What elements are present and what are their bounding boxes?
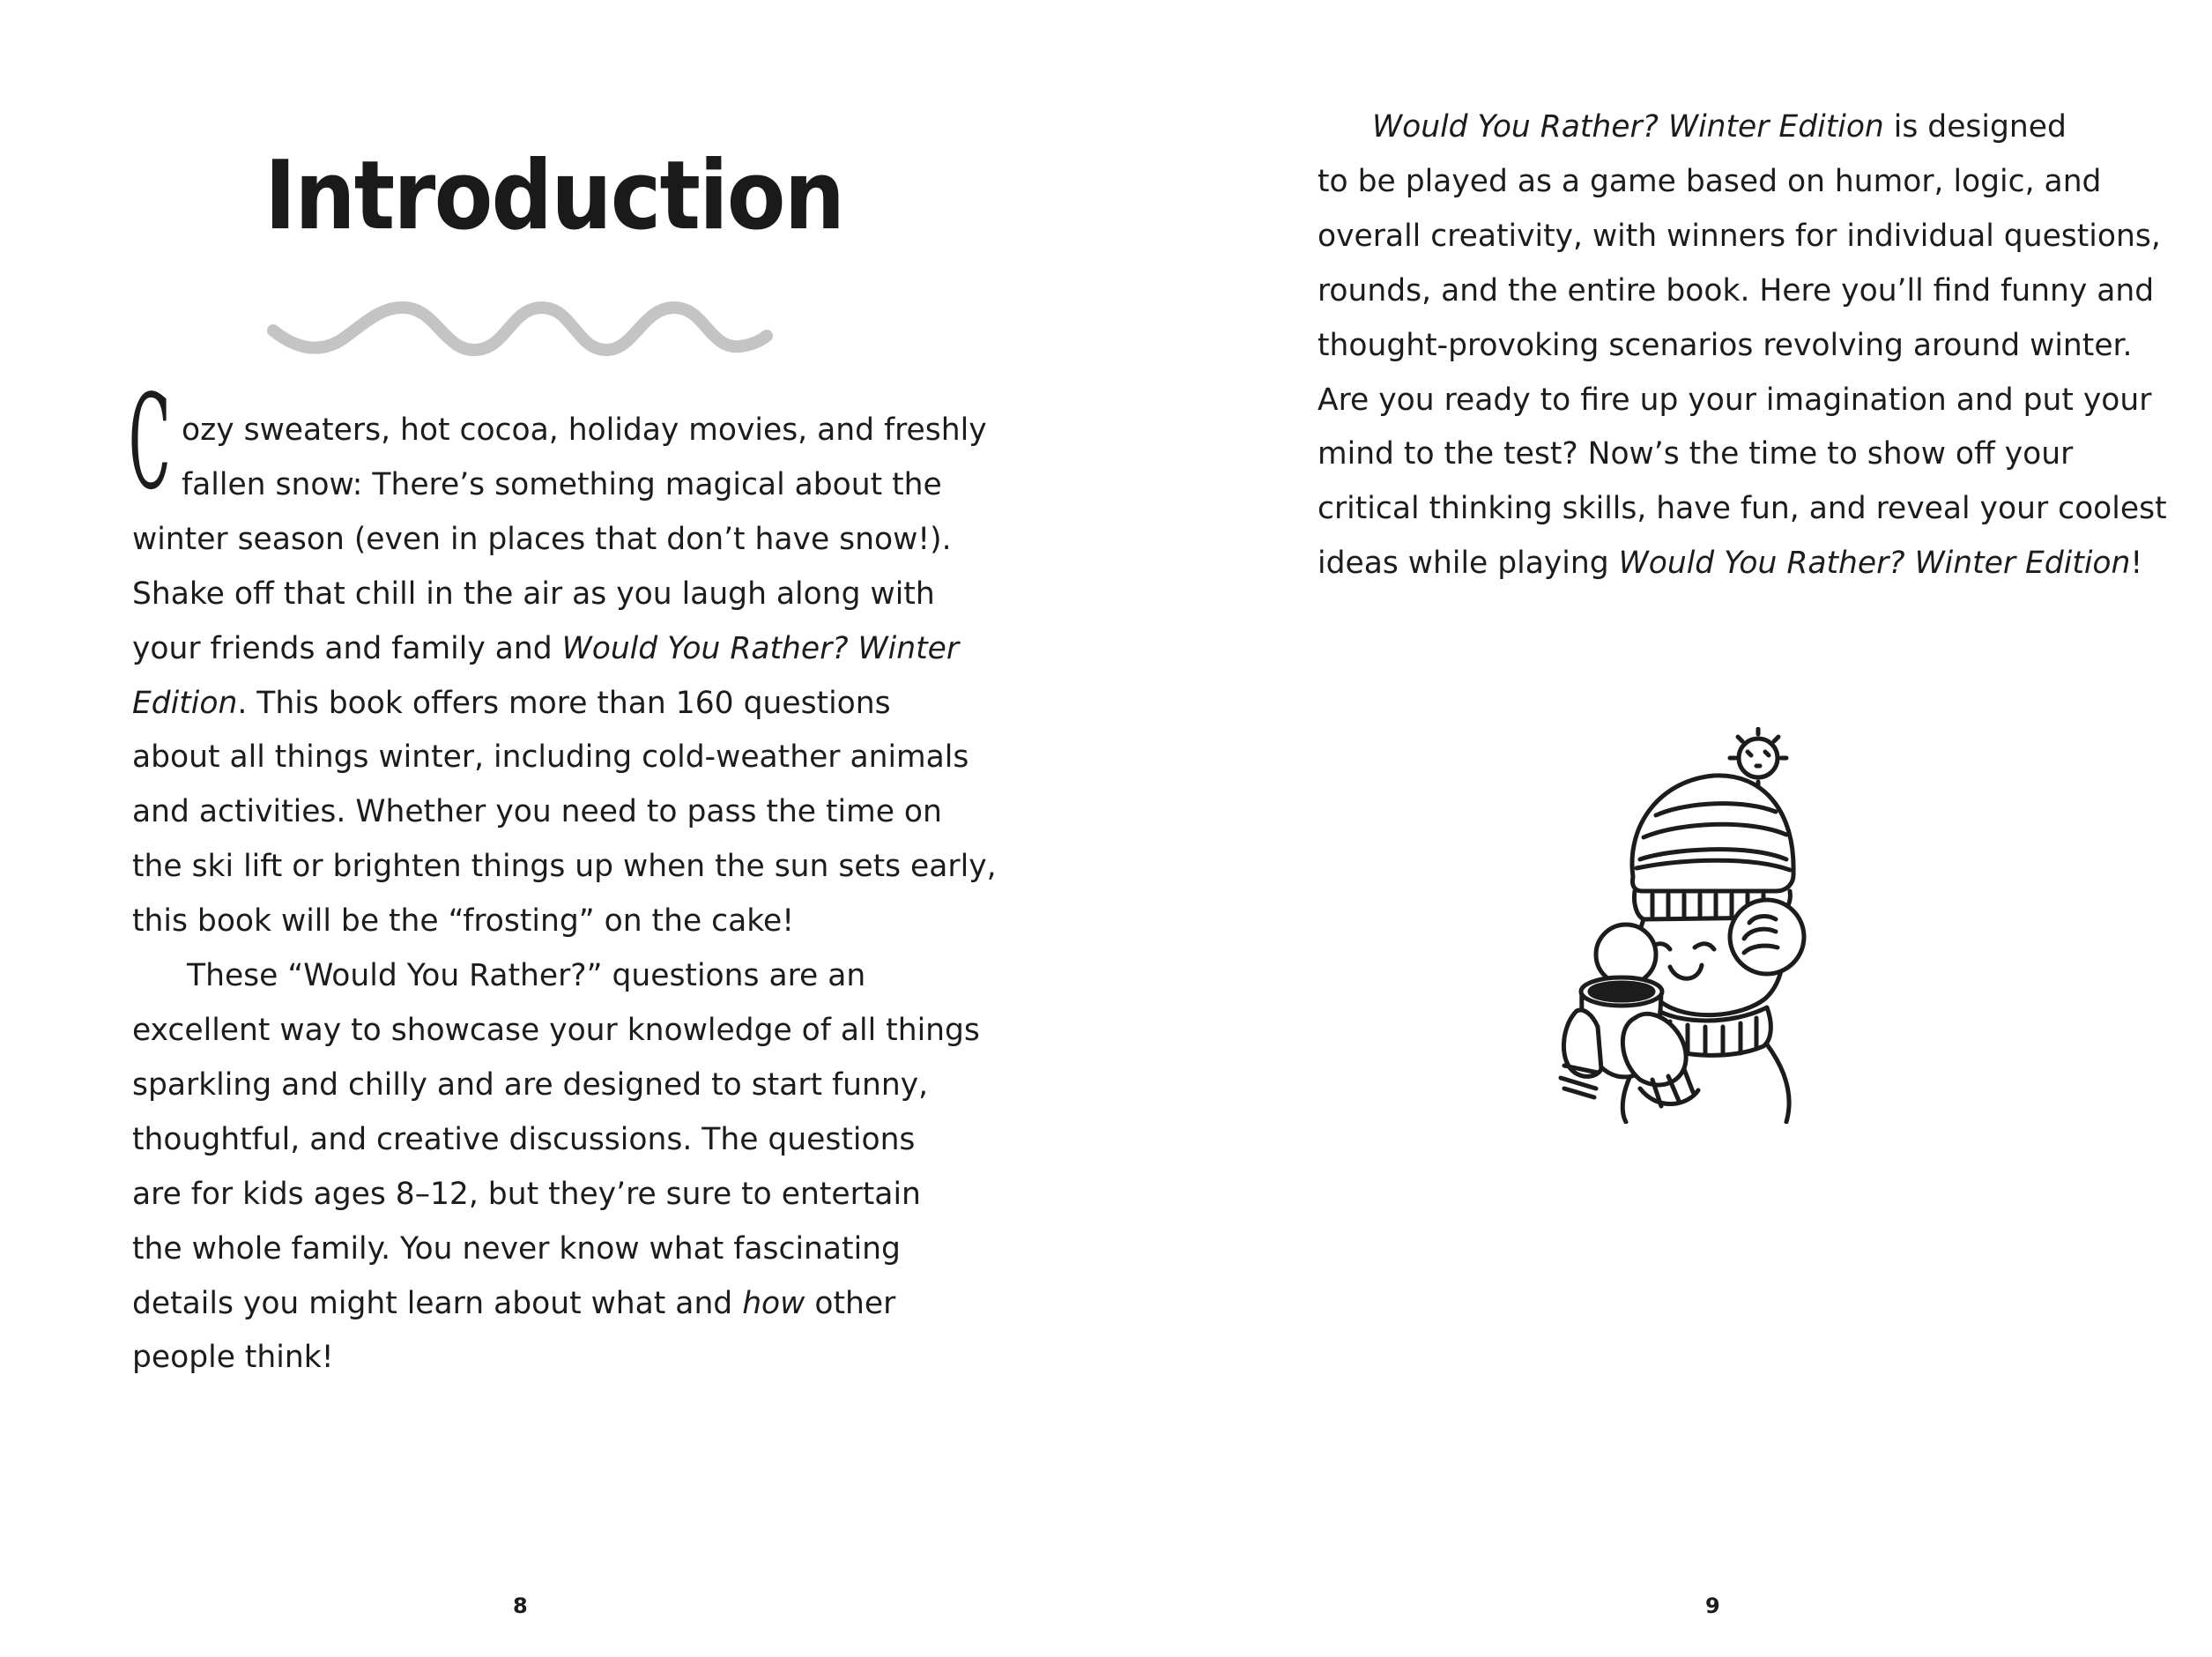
text-line: Shake off that chill in the air as you laugh along with (132, 576, 935, 612)
text-line: These “Would You Rather?” questions are an (187, 958, 866, 994)
italic-title: Edition (132, 685, 238, 721)
snowman-with-cocoa-icon (1555, 727, 1829, 1124)
right-page (1106, 0, 2212, 1657)
text-line: and activities. Whether you need to pass the time on (132, 794, 942, 830)
italic-title: Would You Rather? Winter Edition (1618, 546, 2131, 582)
text-line: sparkling and chilly and are designed to start funny, (132, 1066, 929, 1103)
italic-title: Would You Rather? Winter Edition (1372, 109, 1884, 145)
paragraph-3 (1318, 100, 2167, 591)
page-number-left: 8 (513, 1594, 528, 1618)
text-line: are for kids ages 8–12, but they’re sure to entertain (132, 1176, 921, 1212)
text-line: mind to the test? Now’s the time to show off your (1318, 436, 2074, 472)
text-line: the whole family. You never know what fascinating (132, 1230, 901, 1267)
italic-title: how (742, 1285, 805, 1321)
text-line: Would You Rather? Winter Edition is designed (1372, 109, 2067, 145)
text-line: winter season (even in places that don’t have snow!). (132, 521, 952, 557)
paragraph-2 (132, 949, 980, 1386)
text-line: to be played as a game based on humor, logic, and (1318, 163, 2102, 199)
paragraph-1 (132, 513, 997, 949)
italic-title: Would You Rather? Winter (561, 630, 960, 666)
game-description-text (1318, 100, 2167, 591)
text-line: critical thinking skills, have fun, and reveal your coolest (1318, 491, 2167, 527)
text-line: details you might learn about what and how other (132, 1285, 896, 1321)
text-line: ozy sweaters, hot cocoa, holiday movies, and freshly (182, 412, 987, 448)
text-line: this book will be the “frosting” on the cake! (132, 903, 795, 940)
text-line: fallen snow: There’s something magical about the (182, 466, 942, 502)
text-line: Are you ready to fire up your imagination and put your (1318, 382, 2152, 418)
text-line: your friends and family and Would You Rather? Winter (132, 630, 960, 666)
text-line: thoughtful, and creative discussions. The questions (132, 1121, 916, 1157)
text-line: rounds, and the entire book. Here you’ll find funny and (1318, 272, 2155, 308)
text-line: the ski lift or brighten things up when the sun sets early, (132, 849, 997, 885)
text-line: Edition. This book offers more than 160 questions (132, 685, 891, 721)
text-line: overall creativity, with winners for individual questions, (1318, 218, 2161, 254)
squiggle-divider-icon (264, 295, 776, 366)
text-line: about all things winter, including cold-weather animals (132, 739, 969, 776)
page-title: Introduction (264, 141, 844, 251)
text-line: thought-provoking scenarios revolving around winter. (1318, 327, 2133, 363)
drop-cap: C (129, 367, 171, 518)
page-number-right: 9 (1705, 1594, 1720, 1618)
text-line: people think! (132, 1340, 334, 1376)
text-line: excellent way to showcase your knowledge of all things (132, 1012, 980, 1048)
text-line: ideas while playing Would You Rather? Winter Edition! (1318, 546, 2143, 582)
intro-body-text (132, 404, 997, 1386)
